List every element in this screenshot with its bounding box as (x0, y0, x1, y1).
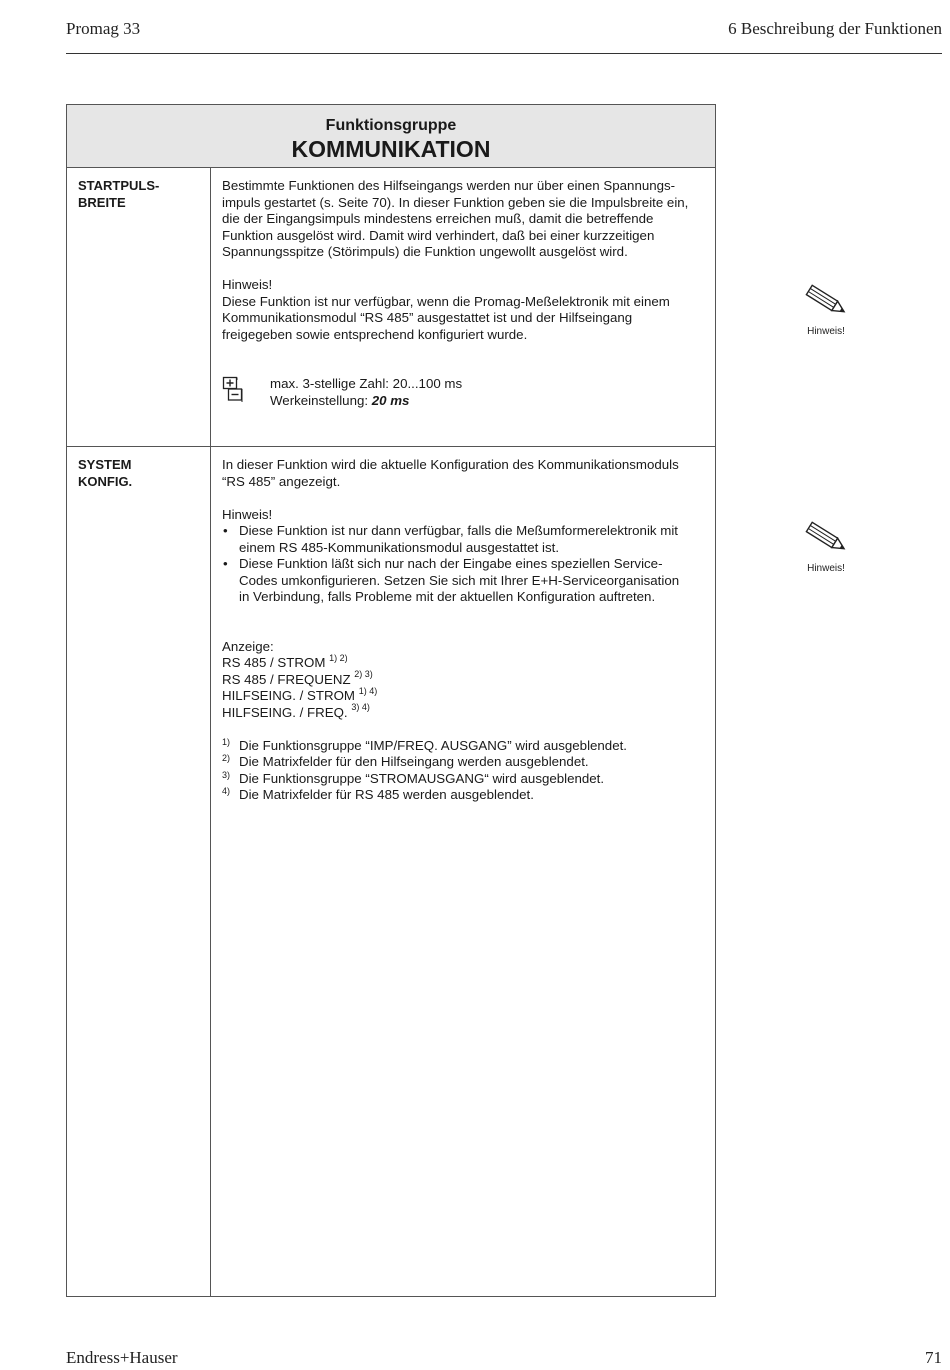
note-line: freigegeben sowie entsprechend konfiguriert wurde. (222, 326, 528, 342)
footer-brand: Endress+Hauser (66, 1348, 178, 1367)
display-option (222, 685, 707, 705)
margin-note-caption: Hinweis! (807, 326, 845, 337)
note-line: Kommunikationsmodul “RS 485” ausgestattet ist und der Hilfseingang (222, 310, 633, 325)
description-line: In dieser Funktion wird die aktuelle Konfiguration des Kommunikationsmoduls (222, 457, 679, 472)
running-header-left: Promag 33 (66, 19, 141, 38)
input-spec (222, 376, 707, 410)
bullet-line: einem RS 485-Kommunikationsmodul ausgestattet ist. (239, 539, 560, 555)
note-line: Diese Funktion ist nur verfügbar, wenn die Promag-Meßelektronik mit einem (222, 293, 670, 309)
note-heading: Hinweis! (222, 506, 273, 522)
footnote-text: Die Matrixfelder für RS 485 werden ausgeblendet. (239, 787, 534, 802)
display-heading: Anzeige: (222, 638, 274, 654)
footnote (222, 738, 707, 755)
row-divider (67, 446, 715, 447)
display-option-text: RS 485 / STROM (222, 655, 326, 670)
input-spec-text (270, 376, 462, 409)
description-line: Bestimmte Funktionen des Hilfseingangs werden nur über einen Spannungs- (222, 178, 676, 193)
description-line: “RS 485” angezeigt. (222, 473, 341, 489)
description-line: Spannungsspitze (Störimpuls) die Funktion ungewollt ausgelöst wird. (222, 244, 628, 259)
display-option-refs: 3) 4) (351, 702, 370, 713)
footnote (222, 771, 707, 788)
footnote-mark: 3) (222, 769, 231, 780)
bullet-line: • Diese Funktion läßt sich nur nach der Eingabe eines speziellen Service- (239, 556, 663, 571)
description-line: impuls gestartet (s. Seite 70). In dieser Funktion geben sie die Impulsbreite ein, (222, 194, 689, 210)
footnote-mark: 2) (222, 753, 231, 763)
display-option (222, 652, 707, 672)
list-item (222, 523, 707, 556)
footnote-mark: 1) (222, 736, 231, 747)
factory-setting-value: 20 ms (371, 392, 410, 408)
function-table (66, 104, 716, 1297)
description-line: die der Eingangsimpuls mindestens erreichen muß, damit die betreffende (222, 211, 654, 226)
factory-setting-label: Werkeinstellung: (270, 392, 372, 408)
footnote (222, 754, 707, 771)
function-description-system-konfig (222, 457, 707, 804)
plus-minus-keys-icon (222, 376, 244, 406)
footnote (222, 787, 707, 804)
factory-setting (270, 393, 462, 410)
display-option (222, 702, 707, 722)
pencil-note-icon (801, 282, 851, 320)
display-option-refs: 1) 4) (358, 685, 378, 696)
footnote-text: Die Matrixfelder für den Hilfseingang werden ausgeblendet. (239, 754, 589, 769)
bullet-line: in Verbindung, falls Probleme mit der aktuellen Konfiguration auftreten. (239, 589, 656, 604)
function-name-system-konfig (78, 457, 132, 490)
margin-note (795, 519, 857, 574)
display-option-refs: 1) 2) (329, 652, 348, 663)
display-option-text: HILFSEING. / FREQ. (222, 704, 348, 720)
footnote-text: Die Funktionsgruppe “STROMAUSGANG“ wird ausgeblendet. (239, 770, 605, 786)
column-divider (210, 167, 211, 1296)
function-description-startpulsbreite (222, 178, 707, 410)
margin-note (795, 282, 857, 337)
function-name-line: STARTPULS- (78, 178, 160, 193)
function-name-startpulsbreite (78, 178, 159, 211)
description-line: Funktion ausgelöst wird. Damit wird verhindert, daß bei einer kurzzeitigen (222, 227, 655, 243)
footnote-text: Die Funktionsgruppe “IMP/FREQ. AUSGANG” wird ausgeblendet. (239, 737, 627, 753)
header-rule (66, 53, 942, 54)
note-bullet-list (222, 523, 707, 606)
group-title: KOMMUNIKATION (291, 136, 491, 162)
group-label: Funktionsgruppe (325, 117, 457, 134)
running-header-right: 6 Beschreibung der Funktionen (728, 19, 942, 38)
footnote-mark: 4) (222, 786, 231, 796)
display-option (222, 669, 707, 689)
page-number: 71 (925, 1348, 942, 1367)
input-range: max. 3-stellige Zahl: 20...100 ms (270, 376, 463, 391)
display-option-refs: 2) 3) (354, 669, 373, 680)
pencil-note-icon (801, 519, 851, 557)
display-option-text: HILFSEING. / STROM (222, 688, 355, 703)
bullet-line: Codes umkonfigurieren. Setzen Sie sich mit Ihrer E+H-Serviceorganisation (239, 572, 680, 588)
display-option-text: RS 485 / FREQUENZ (222, 671, 351, 687)
list-item (222, 556, 707, 606)
function-name-line: BREITE (78, 194, 126, 210)
note-heading: Hinweis! (222, 277, 273, 292)
bullet-line: • Diese Funktion ist nur dann verfügbar, falls die Meßumformerelektronik mit (239, 523, 678, 538)
margin-note-caption: Hinweis! (807, 563, 845, 574)
function-name-line: KONFIG. (78, 473, 133, 489)
table-header (67, 105, 715, 168)
function-name-line: SYSTEM (78, 457, 132, 472)
